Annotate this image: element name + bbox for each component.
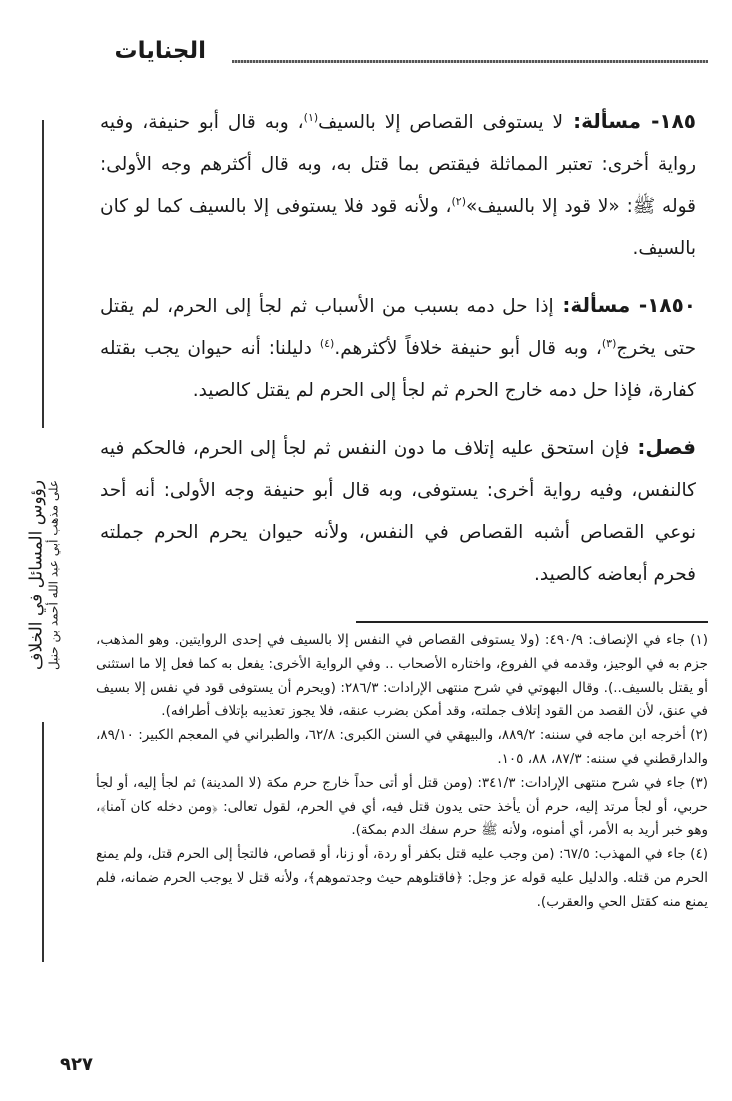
page-number: ٩٢٧ [60, 1054, 93, 1075]
footnote-ref: (٣) [601, 336, 617, 350]
issue-number: ١٨٥- [641, 109, 696, 133]
paragraph-text: فإن استحق عليه إتلاف ما دون النفس ثم لجأ إلى الحرم، فالحكم فيه كالنفس، وفيه رواية أخرى: يستوفى، وبه قال أبو حنيفة وجه الأولى: أنه أحد نوعي القصاص أشبه القصاص في النفس، ولأنه حيوان يحرم الحرم جملته فحرم أبعاضه كالصيد. [100, 438, 696, 585]
side-rule-top [42, 120, 44, 428]
footnote-ref: (٢) [451, 194, 467, 208]
paragraph-text: ، وبه قال أبو حنيفة، وفيه رواية أخرى: تعتبر المماثلة فيقتص بما قتل به، وبه قال أكثرهم وجه الأولى: قوله ﷺ: «لا قود إلا بالسيف» [100, 112, 696, 217]
side-rule-bottom [42, 722, 44, 962]
paragraph-text: إذا حل دمه بسبب من الأسباب ثم لجأ إلى الحرم، لم يقتل حتى يخرج [100, 296, 697, 359]
issue-label: مسألة: [553, 293, 631, 317]
paragraph-text: دليلنا: أنه حيوان يجب بقتله كفارة، فإذا حل دمه خارج الحرم ثم لجأ إلى الحرم لم يقتل كالصيد. [100, 338, 696, 401]
running-title-sub: على مذهب أبي عبد الله أحمد بن حنبل [46, 479, 61, 671]
footnote-ref: (٤) [319, 336, 335, 350]
issue-number: ١٨٥٠- [630, 293, 697, 317]
main-text [100, 100, 696, 604]
chapter-title: الجنايات [114, 38, 206, 64]
footnote-separator [356, 621, 708, 623]
paragraph-185 [100, 100, 696, 270]
paragraph-fasl [100, 426, 696, 596]
footnote-4: (٤) جاء في المهذب: ٦٧/٥: (من وجب عليه قتل بكفر أو ردة، أو زنا، أو قصاص، فالتجأ إلى الحرم قتل، ولم يمنع الحرم من قتله. والدليل عليه قوله عز وجل: ﴿فاقتلوهم حيث وجدتموهم﴾، ولأنه قتل لا يوجب الحرم ضمانه، فلم يمنع منه كقتل الحي والعقرب). [96, 846, 708, 910]
paragraph-1850 [100, 284, 696, 412]
running-title-main: رؤوس المسائل في الخلاف [26, 479, 47, 671]
running-title [14, 440, 74, 710]
footnotes [96, 629, 708, 915]
footnote-3: (٣) جاء في شرح منتهى الإرادات: ٣٤١/٣: (ومن قتل أو أتى حداً خارج حرم مكة (لا المدينة) ثم لجأ إليه، أو لجأ حربي، أو لجأ مرتد إليه، حرم أن يأخذ حتى يدون قتل فيه، أي في الحرم، لقول تعالى: ﴿ومن دخله كان آمنا﴾، وهو خبر أريد به الأمر، أي أمنوه، ولأنه ﷺ حرم سفك الدم بمكة). [96, 774, 708, 839]
paragraph-text: لا يستوفى القصاص إلا بالسيف [318, 112, 564, 133]
paragraph-text: ، وبه قال أبو حنيفة خلافاً لأكثرهم. [334, 338, 602, 359]
section-label: فصل: [629, 435, 696, 459]
issue-label: مسألة: [563, 109, 642, 133]
header-rule [232, 60, 708, 63]
footnote-1: (١) جاء في الإنصاف: ٤٩٠/٩: (ولا يستوفى القصاص في النفس إلا بالسيف في إحدى الروايتين. وهو المذهب، جزم به في الوجيز، وقدمه في الفروع، واختاره الأصحاب .. وفي الرواية الأخرى: يفعل به كما فعل إلا ما استثنى أو يقتل بالسيف..). وقال البهوتي في شرح منتهى الإرادات: ٢٨٦/٣: (ويحرم أن يستوفى قود في نفس إلا بسيف في عنق، لأن القصد من القود إتلاف جملته، وقد أمكن بضرب عنقه، فلا يجوز تعذيبه بإتلاف أطرافه). [96, 632, 708, 720]
footnote-ref: (١) [303, 110, 319, 124]
footnote-2: (٢) أخرجه ابن ماجه في سننه: ٨٨٩/٢، والبيهقي في السنن الكبرى: ٦٢/٨، والطبراني في المعجم الكبير: ٨٩/١٠، والدارقطني في سننه: ٨٧/٣، ٨٨، ١٠٥. [96, 727, 708, 767]
paragraph-text: ، ولأنه قود فلا يستوفى إلا بالسيف كما لو كان بالسيف. [100, 196, 696, 259]
